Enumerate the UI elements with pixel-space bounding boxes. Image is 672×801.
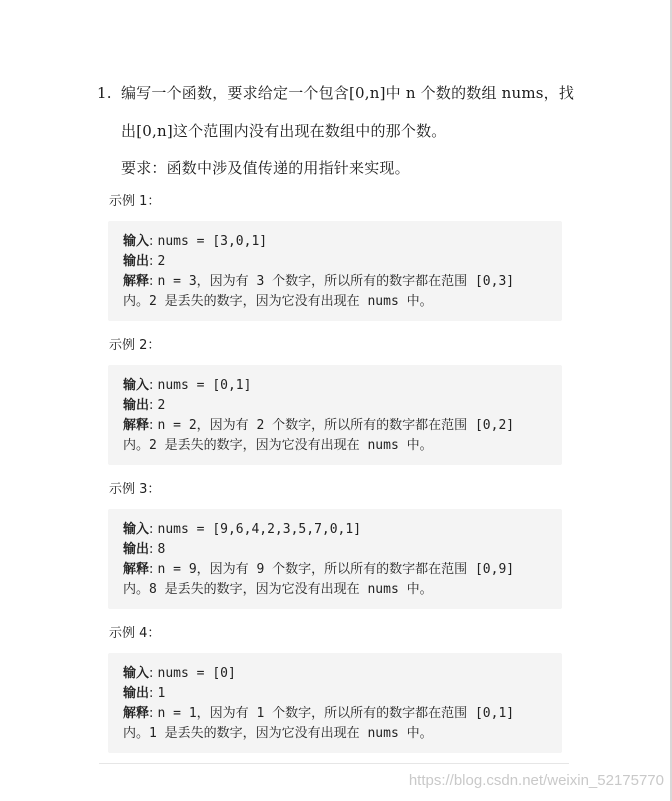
- example-2-code-block: [108, 365, 562, 465]
- example-1-output: 2: [157, 254, 166, 269]
- example-3-explanation-2: 内。8 是丢失的数字，因为它没有出现在 nums 中。: [123, 582, 433, 597]
- divider: [99, 763, 569, 764]
- explanation-label: 解释: [123, 706, 150, 721]
- problem-number: 1.: [97, 84, 112, 102]
- example-2-output-line: 输出: 2: [123, 398, 166, 413]
- example-3-output: 8: [157, 542, 166, 557]
- example-4-input-line: 输入: nums = [0]: [123, 666, 236, 681]
- example-3-title: 示例 3：: [109, 482, 161, 497]
- example-2-explanation-line-1: 解释: n = 2，因为有 2 个数字，所以所有的数字都在范围 [0,2]: [123, 418, 515, 433]
- example-2-explanation-line-2: [123, 436, 562, 456]
- problem-line-1-text: 编写一个函数，要求给定一个包含[0,n]中 n 个数的数组 nums，找: [121, 84, 575, 102]
- explanation-label: 解释: [123, 274, 150, 289]
- example-2-explanation-1: n = 2，因为有 2 个数字，所以所有的数字都在范围 [0,2]: [157, 418, 515, 433]
- example-3-code-block: [108, 509, 562, 609]
- problem-requirement: 要求：函数中涉及值传递的用指针来实现。: [121, 159, 410, 177]
- example-4-explanation-1: n = 1，因为有 1 个数字，所以所有的数字都在范围 [0,1]: [157, 706, 515, 721]
- example-4-output-line: 输出: 1: [123, 686, 166, 701]
- example-3-input: nums = [9,6,4,2,3,5,7,0,1]: [157, 522, 362, 537]
- explanation-label: 解释: [123, 418, 150, 433]
- explanation-label: 解释: [123, 562, 150, 577]
- input-label: 输入: [123, 234, 150, 249]
- input-label: 输入: [123, 522, 150, 537]
- example-3-input-line: 输入: nums = [9,6,4,2,3,5,7,0,1]: [123, 522, 362, 537]
- example-1-input: nums = [3,0,1]: [157, 234, 268, 249]
- example-4-output: 1: [157, 686, 166, 701]
- example-1-explanation-1: n = 3，因为有 3 个数字，所以所有的数字都在范围 [0,3]: [157, 274, 515, 289]
- example-2-output: 2: [157, 398, 166, 413]
- example-1-output-line: 输出: 2: [123, 254, 166, 269]
- example-2-input-line: 输入: nums = [0,1]: [123, 378, 252, 393]
- example-1-explanation-line-1: 解释: n = 3，因为有 3 个数字，所以所有的数字都在范围 [0,3]: [123, 274, 515, 289]
- example-4-explanation-2: 内。1 是丢失的数字，因为它没有出现在 nums 中。: [123, 726, 433, 741]
- problem-line-1: [97, 82, 574, 103]
- input-label: 输入: [123, 666, 150, 681]
- problem-line-2: 出[0,n]这个范围内没有出现在数组中的那个数。: [121, 122, 447, 140]
- example-2-explanation-2: 内。2 是丢失的数字，因为它没有出现在 nums 中。: [123, 438, 433, 453]
- example-4-input: nums = [0]: [157, 666, 236, 681]
- output-label: 输出: [123, 398, 150, 413]
- example-2-title: 示例 2：: [109, 338, 161, 353]
- example-3-explanation-line-2: [123, 580, 562, 600]
- example-1-title: 示例 1：: [109, 194, 161, 209]
- input-label: 输入: [123, 378, 150, 393]
- example-4-code-block: [108, 653, 562, 753]
- output-label: 输出: [123, 686, 150, 701]
- example-1-explanation-2: 内。2 是丢失的数字，因为它没有出现在 nums 中。: [123, 294, 433, 309]
- output-label: 输出: [123, 542, 150, 557]
- example-3-output-line: 输出: 8: [123, 542, 166, 557]
- example-3-explanation-line-1: 解释: n = 9，因为有 9 个数字，所以所有的数字都在范围 [0,9]: [123, 562, 515, 577]
- watermark-url: https://blog.csdn.net/weixin_52175770: [408, 772, 664, 789]
- example-1-code-block: [108, 221, 562, 321]
- output-label: 输出: [123, 254, 150, 269]
- example-4-explanation-line-1: 解释: n = 1，因为有 1 个数字，所以所有的数字都在范围 [0,1]: [123, 706, 515, 721]
- example-2-input: nums = [0,1]: [157, 378, 252, 393]
- example-1-input-line: 输入: nums = [3,0,1]: [123, 234, 268, 249]
- example-1-explanation-line-2: [123, 292, 562, 312]
- example-4-title: 示例 4：: [109, 626, 161, 641]
- example-3-explanation-1: n = 9，因为有 9 个数字，所以所有的数字都在范围 [0,9]: [157, 562, 515, 577]
- example-4-explanation-line-2: [123, 724, 562, 744]
